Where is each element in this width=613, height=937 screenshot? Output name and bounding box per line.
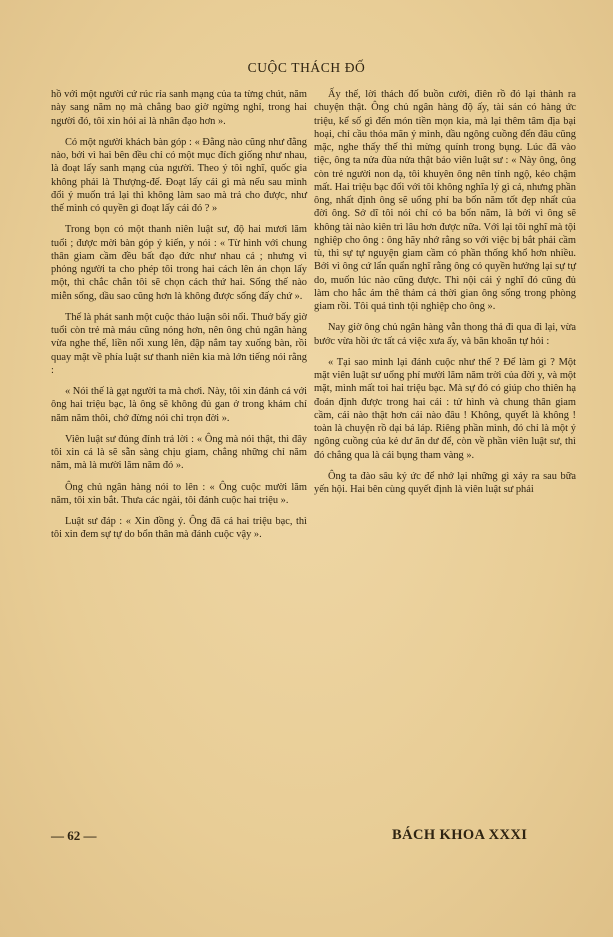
paragraph: hồ với một người cứ rúc rỉa sanh mạng của ta từng chút, năm này sang năm nọ mà chẳng bao giờ ngừng nghỉ, trong hai người đó, tôi xin hỏi ai là nhân đạo hơn ». — [51, 89, 307, 127]
paragraph: Có một người khách bàn góp : « Đằng nào cũng như đằng nào, bởi vì hai bên đều chỉ có một mục đích giống như nhau, là đoạt lấy sanh mạng của người. Theo ý tôi nghĩ, quốc gia không phải là Thượng-đế. Đoạt lấy cái gì mà nếu sau mình đổi ý muốn trả lại thì không làm sao mà trả cho được, như thế mình có quyền gì đoạt lấy cái đó ? » — [51, 136, 307, 214]
paragraph: Ông ta đào sâu ký ức để nhớ lại những gì xảy ra sau bữa yến hội. Hai bên cùng quyết định là viên luật sư phải — [314, 470, 576, 495]
right-column — [314, 88, 576, 504]
paragraph: Nay giờ ông chủ ngân hàng vẫn thong thả đi qua đi lại, vừa bước vừa hồi ức tất cả việc xưa ấy, và băn khoăn tự hỏi : — [314, 322, 576, 347]
paragraph: Viên luật sư đủng đỉnh trả lời : « Ông mà nói thật, thì đây tôi xin cá là sẽ sẵn sàng chịu giam, chẳng những chỉ năm năm, mà là mười lăm năm đó ». — [51, 433, 307, 472]
paragraph: « Nói thế là gạt người ta mà chơi. Này, tôi xin đánh cá với ông hai triệu bạc, là ông sẽ không đủ gan ở trong khám chỉ năm năm thôi, chớ đừng nói chi trọn đời ». — [51, 386, 307, 424]
left-column — [51, 88, 307, 550]
running-header: CUỘC THÁCH ĐỐ — [247, 60, 366, 75]
paragraph: Thế là phát sanh một cuộc thảo luận sôi nổi. Thuở bấy giờ tuổi còn trẻ mà máu cũng nóng hơn, nên ông chủ ngân hàng vừa nghe thế, liền nổi xung lên, đập nắm tay xuống bàn, rồi quay mặt về phía luật sư thanh niên kia mà lớn tiếng nói rằng : — [51, 311, 307, 376]
paragraph: Trong bọn có một thanh niên luật sư, độ hai mươi lăm tuổi ; được mời bàn góp ý kiến, y nói : « Từ hình với chung thân giam cầm đều bất đạo đức như nhau cả ; nhưng vì phỏng người ta cho phép tôi trong hai cách lên án chọn lấy một, thì chắc chắn tôi sẽ chọn cách thứ hai. Sống thế nào miễn sống, dầu sao cũng hơn là không được sống đấy chứ ». — [51, 224, 307, 302]
paragraph: « Tại sao mình lại đánh cuộc như thế ? Để làm gì ? Một mặt viên luật sư uổng phí mười lăm năm trời của đời y, và một mặt, mình mất toi hai triệu bạc. Mà sự đó có giúp cho thiên hạ đoán định được trong hai cái : tử hình và chung thân giam cầm, cái nào thật hơn cái nào đâu ! Không, quyết là không ! toàn là chuyện rồ dại bá láp. Riêng phần mình, đó chỉ là một ý ngông cuồng của kẻ dư ăn dư để, còn về phần viên luật sư, thì đó chẳng qua là cái bụng tham vàng ». — [314, 356, 576, 461]
magazine-title: BÁCH KHOA XXXI — [392, 827, 528, 843]
paragraph: Ông chủ ngân hàng nói to lên : « Ông cuộc mười lăm năm, tôi xin bắt. Thưa các ngài, tôi đánh cuộc hai triệu ». — [51, 481, 307, 506]
paragraph: Ấy thế, lời thách đố buồn cười, điên rồ đó lại thành ra chuyện thật. Ông chủ ngân hàng độ ấy, tài sản có hàng ức triệu, kể số gì đến món tiền mọn kia, mà lại thêm tâm địa bại hoại, chỉ cầu thỏa mãn ý mình, dầu ngông cuồng đến đâu cũng mặc, nghe thấy thế thì mừng quính trong bụng. Lúc đã vào tiệc, ông ta nửa đùa nửa thật bảo viên luật sư : « Này ông, ông còn trẻ người non dạ, tôi khuyên ông nên tỉnh ngộ, kẻo chậm mất. Hai triệu bạc đối với tôi không nghĩa lý gì cả, nhưng phần ông, nhất định ông sẽ uổng phí ba bốn năm tốt đẹp nhất của đời ông. Sở dĩ tôi nói chỉ có ba bốn năm, là bởi vì ông sẽ không tài nào kiên trì lâu hơn được nữa. Với lại tôi nghĩ mà tội nghiệp cho ông : ông hãy nhớ rằng so với việc bị bắt phải cầm tù, thì sự tự nguyện giam cầm có phần thống khổ hơn nhiều. Bởi vì ông cứ lẩn quẩn nghĩ rằng ông có quyền hưởng lại sự tự do, muốn lúc nào cũng được. Thì nội cái ý nghĩ đó cũng đủ làm cho hắc ám thê thảm cả thời gian ông sống trong phòng giam rồi. Tôi quả tình tội nghiệp cho ông ». — [314, 89, 576, 312]
page-number: — 62 — — [51, 828, 97, 843]
paragraph: Luật sư đáp : « Xin đồng ý. Ông đã cá hai triệu bạc, thì tôi xin đem sự tự do bổn thân mà đánh cuộc vậy ». — [51, 516, 307, 541]
